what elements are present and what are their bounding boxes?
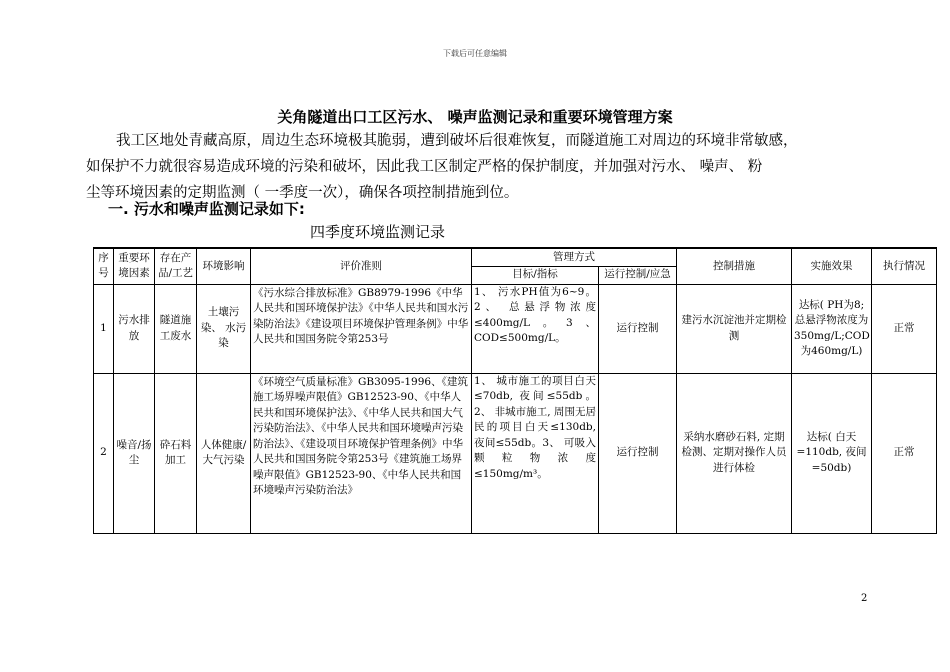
header-mgmt: 管理方式 (472, 248, 677, 266)
cell-impact: 人体健康/大气污染 (197, 373, 251, 533)
table-row (94, 373, 937, 533)
intro-paragraph (86, 128, 886, 206)
table-header-row (94, 248, 937, 266)
cell-status: 正常 (872, 373, 937, 533)
cell-operation: 运行控制 (599, 373, 677, 533)
header-criteria: 评价准则 (251, 248, 472, 284)
cell-impact: 土壤污染、 水污染 (197, 284, 251, 373)
cell-seq: 2 (94, 373, 114, 533)
page-number: 2 (861, 593, 868, 604)
cell-seq: 1 (94, 284, 114, 373)
cell-target: 1、 城市施工的项目白天≤70db, 夜间≤55db。2、 非城市施工, 周围无居民的项目白天≤130db, 夜间≤55db。3、 可吸入颗粒物浓度≤150mg/m³。 (472, 373, 599, 533)
header-factor: 重要环境因素 (114, 248, 155, 284)
header-target: 目标/指标 (472, 266, 599, 284)
cell-operation: 运行控制 (599, 284, 677, 373)
cell-criteria: 《污水综合排放标准》GB8979-1996《中华人民共和国环境保护法》《中华人民共和国水污染防治法》《建设项目环境保护管理条例》中华人民共和国国务院令第253号 (251, 284, 472, 373)
table-row (94, 284, 937, 373)
header-seq: 序号 (94, 248, 114, 284)
section-heading: 一. 污水和噪声监测记录如下: (108, 200, 305, 218)
header-control: 控制措施 (677, 248, 792, 284)
table-title: 四季度环境监测记录 (310, 223, 446, 241)
header-process: 存在产品/工艺 (155, 248, 197, 284)
cell-process: 砕石料加工 (155, 373, 197, 533)
cell-control: 采纳水磨砂石料, 定期检测、定期对操作人员进行体检 (677, 373, 792, 533)
cell-status: 正常 (872, 284, 937, 373)
page-header-note: 下载后可任意编辑 (443, 49, 507, 58)
intro-line: 如保护不力就很容易造成环境的污染和破坏，因此我工区制定严格的保护制度，并加强对污水、 噪声、 粉 (86, 159, 763, 175)
header-status: 执行情况 (872, 248, 937, 284)
header-operation: 运行控制/应急 (599, 266, 677, 284)
header-effect: 实施效果 (792, 248, 872, 284)
cell-factor: 噪音/扬尘 (114, 373, 155, 533)
intro-line: 尘等环境因素的定期监测（ 一季度一次），确保各项控制措施到位。 (86, 185, 519, 201)
cell-criteria: 《环境空气质量标准》GB3095-1996、《建筑施工场界噪声限值》GB12523-90、《中华人民共和国环境保护法》、《中华人民共和国大气污染防治法》、《中华人民共和国环境噪声污染防治法》、《建设项目环境保护管理条例》中华人民共和国国务院令第253号《建筑施工场界噪声限值》GB12523-90、《中华人民共和国环境噪声污染防治法》 (251, 373, 472, 533)
monitoring-table (93, 247, 937, 534)
header-impact: 环境影响 (197, 248, 251, 284)
intro-line: 我工区地处青藏高原，周边生态环境极其脆弱，遭到破坏后很难恢复，而隧道施工对周边的环境非常敏感， (116, 133, 798, 149)
document-title: 关角隧道出口工区污水、 噪声监测记录和重要环境管理方案 (277, 108, 673, 126)
cell-target: 1、 污水PH值为6~9。2、 总悬浮物浓度≤400mg/L。3、 COD≤500mg/L。 (472, 284, 599, 373)
cell-factor: 污水排放 (114, 284, 155, 373)
cell-control: 建污水沉淀池并定期检测 (677, 284, 792, 373)
cell-effect: 达标( 白天=110db, 夜间=50db) (792, 373, 872, 533)
cell-effect: 达标( PH为8;总悬浮物浓度为350mg/L;COD为460mg/L) (792, 284, 872, 373)
cell-process: 隧道施工废水 (155, 284, 197, 373)
